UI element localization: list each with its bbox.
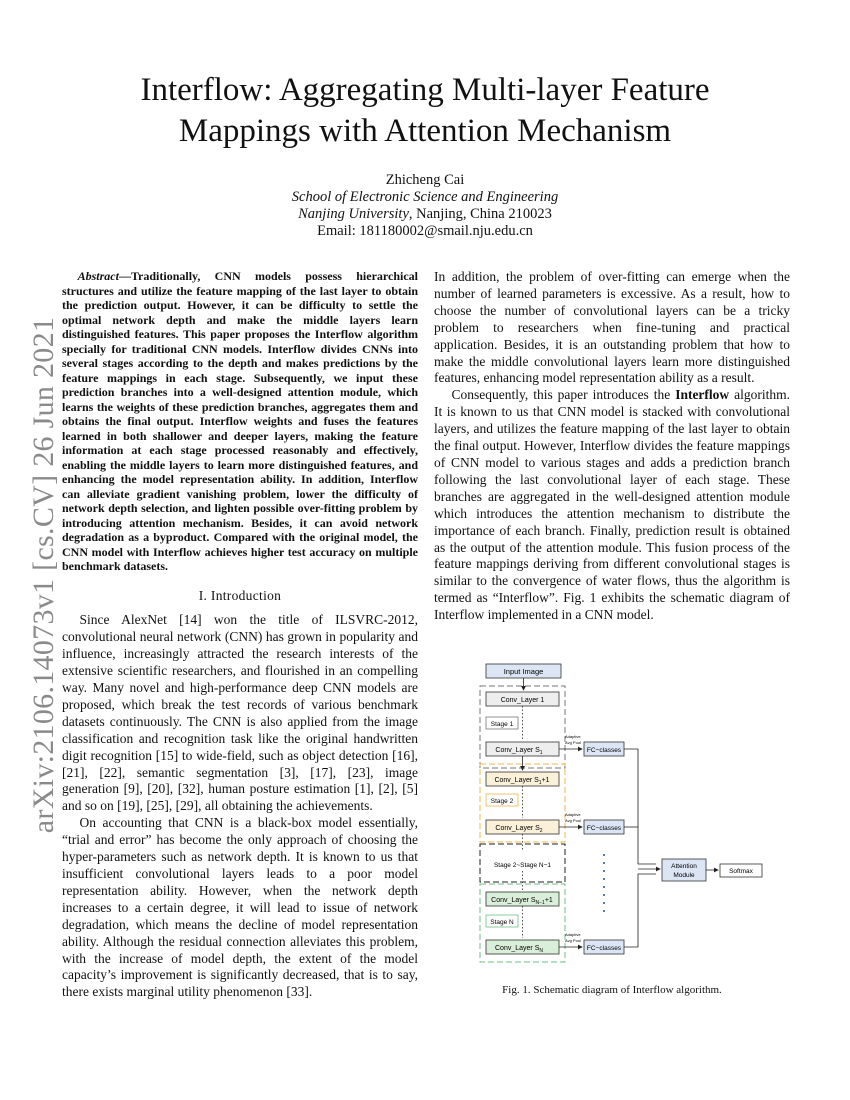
author-affiliation-1: School of Electronic Science and Engineering bbox=[291, 189, 559, 205]
pool-n-label-b: Avg Pool bbox=[565, 938, 581, 943]
author-name: Zhicheng Cai bbox=[385, 172, 465, 188]
university-name: Nanjing University bbox=[298, 206, 409, 222]
stage-n-label: Stage N bbox=[490, 919, 514, 926]
input-image-label: Input Image bbox=[503, 667, 544, 676]
fc-n-label: FC−classes bbox=[586, 945, 622, 952]
left-column bbox=[62, 269, 418, 1001]
ellipsis-dots bbox=[603, 854, 605, 912]
dot bbox=[603, 862, 605, 864]
abstract bbox=[62, 269, 418, 574]
conv-layer-snm1-sub: N−1 bbox=[535, 900, 545, 906]
pool-n-label-a: Adaptive bbox=[565, 932, 581, 937]
figure-caption: Fig. 1. Schematic diagram of Interflow algorithm. bbox=[502, 984, 722, 996]
stage-2-label: Stage 2 bbox=[490, 798, 514, 805]
arxiv-id: arXiv:2106.14073v1 [cs.CV] 26 Jun 2021 bbox=[27, 316, 60, 834]
right-paragraph-2-lead: Consequently, this paper introduces the bbox=[451, 387, 676, 403]
abstract-label: Abstract bbox=[77, 269, 119, 283]
dot bbox=[603, 910, 605, 912]
conv-layer-s1-text: Conv_Layer S bbox=[495, 747, 540, 754]
conv-layer-s2-text: Conv_Layer S bbox=[495, 825, 540, 832]
dot bbox=[603, 886, 605, 888]
softmax-label: Softmax bbox=[729, 868, 753, 875]
pool-2-label-b: Avg Pool bbox=[565, 818, 581, 823]
abstract-text: —Traditionally, CNN models possess hierarchical structures and utilize the feature mapping of the last layer to obtain the prediction output. However, it can be difficulty to settle the optimal network depth and make the middle layers learn distinguished features. This paper proposes the Interflow algorithm specially for traditional CNN models. Interflow divides CNNs into several stages according to the depth and makes predictions by the feature mappings in each stage. Subsequently, we input these prediction branches into a well-designed attention module, which learns the weights of these prediction branches, aggregates them and obtains the final output. Interflow weights and fuses the features learned in both shallower and deeper layers, making the feature information at each stage processed reasonably and effectively, enabling the middle layers to learn more distinguished features, and enhancing the model representation ability. In addition, Interflow can alleviate gradient vanishing problem, lower the difficulty of network depth selection, and lighten possible over-fitting problem by introducing attention mechanism. Besides, it can avoid network degradation as a byproduct. Compared with the original model, the CNN model with Interflow achieves higher test accuracy on multiple benchmark datasets. bbox=[62, 269, 418, 573]
title-line-2: Mappings with Attention Mechanism bbox=[178, 113, 672, 149]
dot bbox=[603, 870, 605, 872]
right-paragraph-2-body: algorithm. It is known to us that CNN model is stacked with convolutional layers, and utilizes the feature mapping of the last layer to obtain the final output. However, Interflow divides the feature mappings of CNN model to various stages and adds a prediction branch following the last convolutional layer of each stage. These branches are aggregated in the well-designed attention module which introduces the attention mechanism to distribute the importance of each branch. Finally, prediction result is obtained as the output of the attention module. This fusion process of the feature mappings deriving from different convolutional stages is similar to the convergence of water flows, thus the algorithm is termed as “Interflow”. Fig. 1 exhibits the schematic diagram of Interflow implemented in a CNN model. bbox=[434, 387, 790, 623]
section-heading-introduction: I. Introduction bbox=[198, 587, 282, 603]
conv-layer-s1p1-plus: +1 bbox=[541, 777, 550, 784]
conv-layer-s1p1-text: Conv_Layer S bbox=[494, 777, 539, 784]
paper-title bbox=[60, 70, 790, 152]
conv-layer-snm1-plus: +1 bbox=[544, 897, 553, 904]
pool-1-label-b: Avg Pool bbox=[565, 740, 581, 745]
right-column bbox=[434, 269, 790, 624]
conv-layer-s1p1-sub: 1 bbox=[538, 780, 542, 786]
fc-1-label: FC−classes bbox=[586, 747, 622, 754]
dot bbox=[603, 878, 605, 880]
author-email: Email: 181180002@smail.nju.edu.cn bbox=[317, 223, 533, 239]
interflow-diagram bbox=[470, 660, 770, 965]
intro-paragraph-2: On accounting that CNN is a black-box model essentially, “trial and error” has become the only approach of choosing the hyper-parameters such as network depth. It is known to us that insufficient convolutional layers leads to a poor model representation ability. However, when the network depth increases to a certain degree, it will lead to issue of network degradation, which means the decline of model representation ability. Although the residual connection alleviates this problem, with the increase of model depth, the extent of the model capacity’s improvement is significantly decreased, that is to say, there exists marginal utility phenomenon [33]. bbox=[62, 815, 418, 1000]
right-paragraph-2 bbox=[434, 387, 790, 624]
conv-layer-1-label: Conv_Layer 1 bbox=[500, 697, 545, 704]
right-paragraph-1: In addition, the problem of over-fitting can emerge when the number of learned parameters is excessive. As a result, how to choose the number of convolutional layers can be a tricky problem to researchers when fine-tuning and practical application. Besides, it is an outstanding problem that how to make the middle convolutional layers learn more distinguished features, enhancing model representation ability as a result. bbox=[434, 269, 790, 386]
conv-layer-sn-text: Conv_Layer S bbox=[495, 945, 540, 952]
dot bbox=[603, 902, 605, 904]
dot bbox=[603, 894, 605, 896]
pool-1-label-a: Adaptive bbox=[565, 734, 581, 739]
conv-layer-s1-sub: 1 bbox=[539, 750, 543, 756]
university-location: , Nanjing, China 210023 bbox=[408, 206, 552, 222]
fc-n-connector bbox=[624, 874, 656, 947]
fc-2-label: FC−classes bbox=[586, 825, 622, 832]
conv-layer-s2-sub: 2 bbox=[539, 828, 543, 834]
stage-1-label: Stage 1 bbox=[490, 721, 514, 728]
dot bbox=[603, 854, 605, 856]
attention-label-2: Module bbox=[673, 872, 695, 879]
attention-label-1: Attention bbox=[671, 863, 697, 870]
pool-2-label-a: Adaptive bbox=[565, 812, 581, 817]
stage-mid-label: Stage 2~Stage N−1 bbox=[493, 862, 552, 869]
intro-paragraph-1: Since AlexNet [14] won the title of ILSVRC-2012, convolutional neural network (CNN) has grown in popularity and influence, increasingly attracted the research interests of the extensive scientific researchers, and flourished in an compelling way. Many novel and high-performance deep CNN models are proposed, which break the test records of various benchmark datasets continuously. The CNN is also applied from the image classification and recognition task like the original handwritten digit recognition [15] to wide-field, such as object detection [16], [21], [22], semantic segmentation [3], [17], [23], image generation [9], [20], [32], human posture estimation [1], [2], [5] and so on [19], [25], [29], all obtaining the achievements. bbox=[62, 612, 418, 814]
conv-layer-snm1-text: Conv_Layer S bbox=[491, 897, 536, 904]
interflow-term: Interflow bbox=[675, 387, 730, 403]
conv-layer-sn-sub: N bbox=[539, 948, 543, 954]
fc-1-connector bbox=[624, 749, 656, 864]
title-line-1: Interflow: Aggregating Multi-layer Feature bbox=[140, 72, 710, 108]
